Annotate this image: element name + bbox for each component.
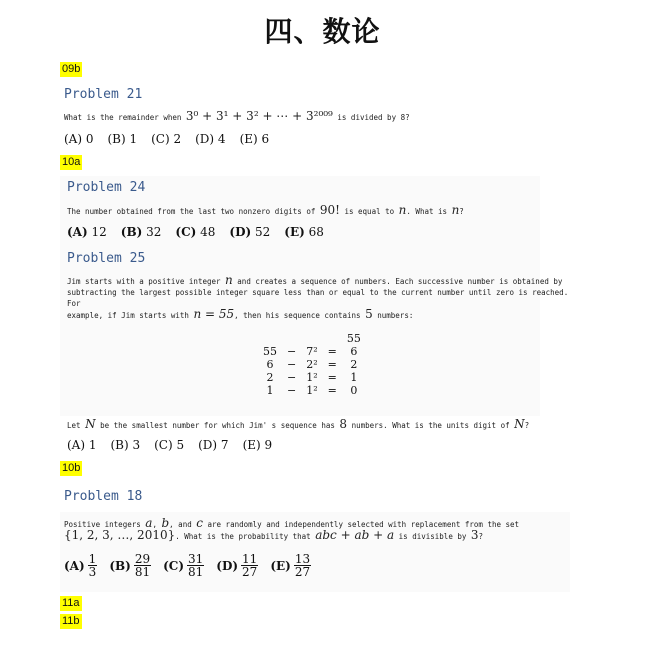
problem-18-set: {1, 2, 3, …, 2010} (64, 528, 176, 542)
problem-25-expression: n = 55 (193, 307, 235, 321)
choice: (D) 4 (195, 132, 226, 146)
problem-18-title: Problem 18 (64, 489, 143, 504)
problem-24-n: n (398, 203, 407, 217)
problem-21-stem-pre: What is the remainder when (64, 113, 182, 122)
problem-21-expression: 3⁰ + 3¹ + 3² + ⋯ + 3²⁰⁰⁹ (185, 109, 333, 123)
choice: (B) 1 (107, 132, 138, 146)
problem-24-stem-d: ? (459, 207, 464, 216)
choice: (D) 52 (229, 225, 271, 239)
fraction: $\frac{1}{3}$ (88, 552, 97, 579)
choice: (A) 0 (64, 132, 94, 146)
problem-21-stem (64, 111, 410, 123)
problem-25-sequence-table (258, 332, 366, 397)
table-cell: 6 (350, 345, 358, 358)
choice: (C) 5 (154, 438, 185, 452)
table-cell: = (327, 384, 337, 397)
choice: (C) $\frac{31}{81}$ (163, 552, 204, 579)
table-cell: 55 (346, 332, 361, 345)
problem-25-n: n (225, 273, 233, 287)
choice: (A) 12 (67, 225, 107, 239)
table-cell: 1² (306, 384, 318, 397)
problem-24-n2: n (451, 203, 460, 217)
problem-24-stem-c: . What is (406, 207, 448, 216)
problem-18-expression: abc + ab + a (315, 528, 395, 542)
choice: (E) 6 (239, 132, 270, 146)
fraction: $\frac{11}{27}$ (242, 552, 258, 579)
table-cell (301, 332, 322, 345)
problem-24-stem-b: is equal to (344, 207, 395, 216)
problem-21-choices (64, 132, 269, 146)
table-cell: 2 (350, 358, 358, 371)
table-row (258, 384, 366, 397)
table-cell: 1² (306, 371, 318, 384)
problem-18-choices (64, 553, 311, 578)
choice: (A) 1 (67, 438, 97, 452)
table-cell: = (327, 345, 337, 358)
table-cell: 7² (306, 345, 318, 358)
choice: (A) $\frac{1}{3}$ (64, 552, 97, 579)
problem-24-title: Problem 24 (67, 180, 146, 195)
table-cell: 55 (263, 345, 277, 358)
fraction: $\frac{31}{81}$ (188, 552, 204, 579)
table-cell: 0 (350, 384, 358, 397)
section-tag-11a: 11a (62, 597, 80, 609)
problem-25-choices (67, 438, 272, 452)
problem-24-stem (67, 205, 464, 217)
table-cell: − (287, 358, 297, 371)
section-tag-10a: 10a (62, 156, 81, 168)
problem-24-expression: 90! (319, 203, 340, 217)
table-cell: 2² (306, 358, 318, 371)
choice: (D) $\frac{11}{27}$ (216, 552, 258, 579)
fraction: $\frac{13}{27}$ (294, 552, 311, 579)
page-title: 四、数论 (264, 15, 381, 48)
problem-24-choices (67, 225, 324, 239)
table-cell: 1 (350, 371, 358, 384)
section-tag-09b: 09b (62, 63, 81, 75)
table-row (258, 345, 366, 358)
table-cell: = (327, 371, 337, 384)
problem-24-stem-a: The number obtained from the last two nonzero digits of (67, 207, 316, 216)
table-cell: 6 (266, 358, 274, 371)
choice: (E) 68 (284, 225, 324, 239)
table-row (258, 332, 366, 345)
table-cell (323, 332, 342, 345)
problem-25-question: Let N be the smallest number for which Jim' s sequence has 8 numbers. What is the units digit of N? (67, 417, 530, 431)
section-tag-11b: 11b (62, 615, 80, 627)
problem-25-stem: Jim starts with a positive integer n and creates a sequence of numbers. Each successive number is obtained by subtracting the largest possible integer square less than or equal to the current number until zero is reached. For example, if Jim starts with n = 55, then his sequence contains 5 numbers: (67, 273, 569, 321)
problem-18-stem: Positive integers a, b, and c are randomly and independently selected with replacement from the set {1, 2, 3, …, 2010}. What is the probability that abc + ab + a is divisible by 3? (64, 516, 520, 542)
choice: (D) 7 (198, 438, 229, 452)
table-cell (258, 332, 282, 345)
choice: (E) 9 (242, 438, 273, 452)
problem-21-title: Problem 21 (64, 87, 143, 102)
table-cell: − (287, 371, 297, 384)
choice: (B) $\frac{29}{81}$ (109, 552, 151, 579)
choice: (B) 3 (110, 438, 141, 452)
problem-25-title: Problem 25 (67, 251, 146, 266)
table-row (258, 371, 366, 384)
table-cell: 1 (266, 384, 274, 397)
choice: (E) $\frac{13}{27}$ (270, 552, 311, 579)
table-cell: = (327, 358, 337, 371)
table-row (258, 358, 366, 371)
problem-21-stem-post: is divided by 8? (337, 113, 410, 122)
fraction: $\frac{29}{81}$ (134, 552, 151, 579)
section-tag-10b: 10b (62, 462, 81, 474)
table-cell: − (287, 345, 297, 358)
table-cell: − (287, 384, 297, 397)
choice: (B) 32 (120, 225, 162, 239)
choice: (C) 48 (175, 225, 216, 239)
table-cell (282, 332, 301, 345)
choice: (C) 2 (151, 132, 182, 146)
table-cell: 2 (266, 371, 274, 384)
